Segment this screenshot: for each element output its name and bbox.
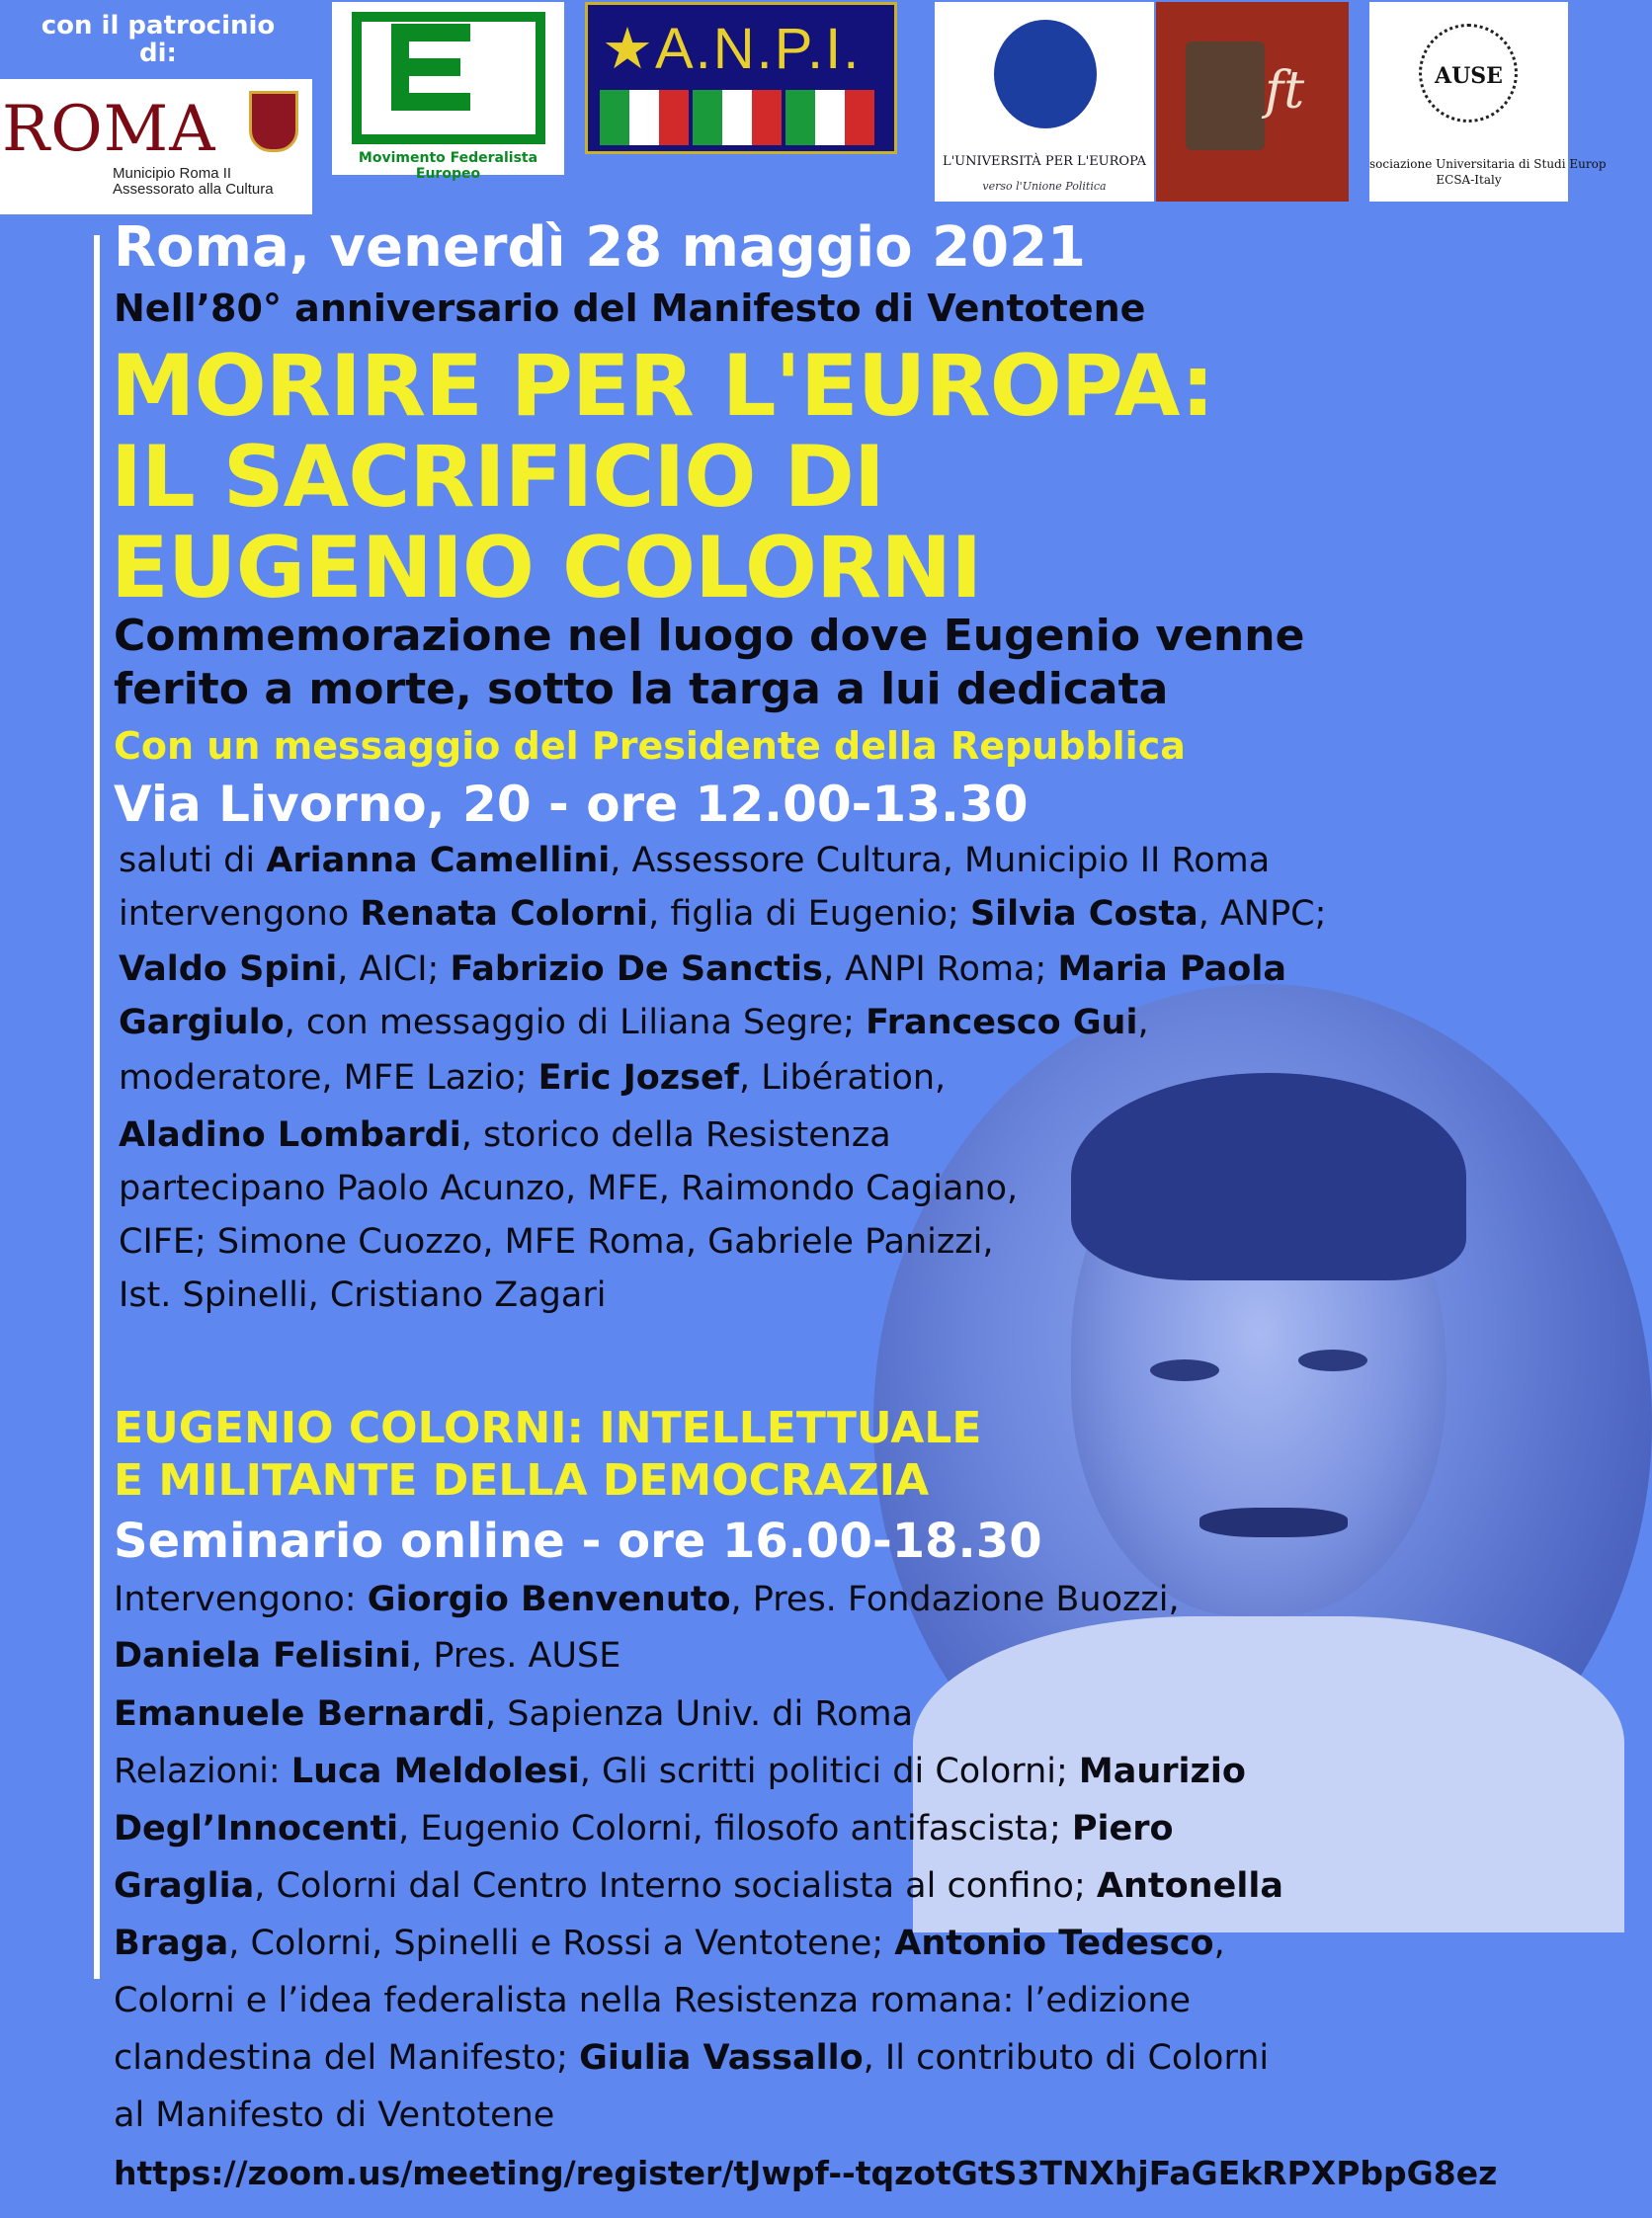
ft-monogram: ft (1265, 61, 1305, 121)
ause-logo-name: AUSE (1435, 63, 1503, 89)
speaker-name: Arianna Camellini (266, 841, 611, 880)
seminar-time: Seminario online - ore 16.00-18.30 (114, 1514, 1042, 1569)
speaker-name: Maurizio (1078, 1752, 1246, 1791)
main-title-line: EUGENIO COLORNI (111, 519, 982, 617)
text-segment: intervengono (119, 894, 361, 934)
ause-logo-caption-line1: sociazione Universitaria di Studi Europ (1369, 157, 1607, 171)
speaker-name: Silvia Costa (969, 894, 1198, 934)
venue-time: Via Livorno, 20 - ore 12.00-13.30 (114, 776, 1029, 833)
text-segment: , storico della Resistenza (460, 1115, 891, 1155)
flag-white-stripe-icon (815, 90, 845, 145)
speakers-line (119, 1004, 1149, 1041)
athena-emblem-icon (994, 20, 1097, 128)
speaker-name: Eric Jozsef (537, 1058, 739, 1098)
text-segment: Relazioni: (114, 1752, 291, 1791)
speakers-line (119, 1116, 891, 1154)
text-segment: , ANPC; (1198, 894, 1327, 934)
seminar-line (114, 1695, 913, 1733)
text-segment: Ist. Spinelli, Cristiano Zagari (119, 1275, 607, 1315)
speakers-line (119, 1276, 606, 1314)
speaker-name: Antonella (1096, 1866, 1283, 1906)
text-segment: , Il contributo di Colorni (863, 2038, 1270, 2078)
text-segment: al Manifesto di Ventotene (114, 2095, 555, 2135)
text-segment: , (1213, 1924, 1225, 1963)
text-segment: , ANPI Roma; (822, 949, 1058, 989)
speakers-line (119, 950, 1286, 988)
anniversary-line: Nell’80° anniversario del Manifesto di Ventotene (114, 287, 1146, 330)
seminar-title-line: EUGENIO COLORNI: INTELLETTUALE (114, 1403, 982, 1453)
seminar-line (114, 1581, 1180, 1618)
speaker-name: Braga (114, 1924, 229, 1963)
mfe-logo-caption: Movimento Federalista Europeo (358, 150, 538, 182)
speakers-line (119, 842, 1270, 879)
text-segment: , Colorni, Spinelli e Rossi a Ventotene; (228, 1924, 895, 1963)
photo-hair-shape (1071, 1073, 1466, 1280)
text-segment: partecipano Paolo Acunzo, MFE, Raimondo Cagiano, (119, 1169, 1019, 1208)
patronage-label: con il patrocinio di: (41, 11, 276, 68)
main-title-line: IL SACRIFICIO DI (111, 428, 884, 527)
speakers-line (119, 895, 1326, 933)
photo-eye-shape (1298, 1350, 1367, 1371)
zoom-registration-link[interactable]: https://zoom.us/meeting/register/tJwpf--tqzotGtS3TNXhjFaGEkRPXPbpG8ez (114, 2154, 1498, 2192)
speaker-name: Renata Colorni (360, 894, 649, 934)
text-segment: , Pres. AUSE (411, 1636, 621, 1676)
mfe-e-bar-icon (391, 58, 460, 76)
speaker-name: Emanuele Bernardi (114, 1694, 486, 1734)
text-segment: Colorni e l’idea federalista nella Resistenza romana: l’edizione (114, 1981, 1192, 2020)
speaker-name: Daniela Felisini (114, 1636, 412, 1676)
seminar-line (114, 2096, 554, 2134)
main-title-line: MORIRE PER L'EUROPA: (111, 337, 1214, 436)
seminar-line (114, 1810, 1174, 1848)
fondazione-turati-logo (1156, 2, 1349, 202)
speaker-name: Graglia (114, 1866, 255, 1906)
seminar-line (114, 1867, 1283, 1905)
speakers-line (119, 1059, 946, 1097)
speaker-name: Giorgio Benvenuto (367, 1580, 731, 1619)
event-date: Roma, venerdì 28 maggio 2021 (114, 215, 1086, 280)
seminar-line (114, 1982, 1191, 2019)
seminar-line (114, 1925, 1225, 1962)
text-segment: , (1137, 1003, 1149, 1042)
speaker-name: Luca Meldolesi (290, 1752, 580, 1791)
text-segment: saluti di (119, 841, 267, 880)
text-segment: CIFE; Simone Cuozzo, MFE Roma, Gabriele Panizzi, (119, 1222, 994, 1262)
roma-logo-subtitle (113, 166, 274, 198)
text-segment: , Colorni dal Centro Interno socialista al confino; (254, 1866, 1097, 1906)
flag-green-stripe-icon (600, 90, 629, 145)
text-segment: Intervengono: (114, 1580, 368, 1619)
speaker-name: Francesco Gui (866, 1003, 1138, 1042)
speaker-name: Maria Paola (1057, 949, 1286, 989)
flag-white-stripe-icon (629, 90, 659, 145)
speaker-name: Aladino Lombardi (119, 1115, 461, 1155)
seminar-title-line: E MILITANTE DELLA DEMOCRAZIA (114, 1455, 930, 1506)
text-segment: , figlia di Eugenio; (648, 894, 970, 934)
text-segment: , Libération, (738, 1058, 947, 1098)
seminar-line (114, 2039, 1269, 2077)
speaker-name: Fabrizio De Sanctis (450, 949, 823, 989)
speakers-line (119, 1223, 993, 1261)
seminar-line (114, 1637, 620, 1675)
speaker-name: Antonio Tedesco (894, 1924, 1214, 1963)
photo-eye-shape (1150, 1359, 1219, 1381)
mfe-logo (332, 2, 564, 182)
text-segment: , Sapienza Univ. di Roma (485, 1694, 914, 1734)
roma-logo-word: ROMA (2, 93, 216, 166)
roma-logo-subtitle-line2: Assessorato alla Cultura (113, 181, 274, 198)
roma-logo-subtitle-line1: Municipio Roma II (113, 165, 232, 182)
seminar-line (114, 1753, 1246, 1790)
text-segment: , Pres. Fondazione Buozzi, (730, 1580, 1180, 1619)
flag-red-stripe-icon (659, 90, 689, 145)
text-segment: , Assessore Cultura, Municipio II Roma (610, 841, 1271, 880)
flag-green-stripe-icon (785, 90, 815, 145)
president-message-line: Con un messaggio del Presidente della Repubblica (114, 724, 1186, 768)
flag-red-stripe-icon (752, 90, 782, 145)
commemoration-line: Commemorazione nel luogo dove Eugenio venne (114, 611, 1305, 661)
text-segment: , con messaggio di Liliana Segre; (284, 1003, 867, 1042)
ause-logo-caption (1369, 156, 1607, 188)
speakers-line (119, 1170, 1018, 1207)
text-segment: , AICI; (337, 949, 451, 989)
photo-moustache-shape (1199, 1508, 1348, 1537)
spqr-shield-icon (249, 91, 298, 152)
universita-europa-logo (935, 2, 1154, 202)
speaker-name: Gargiulo (119, 1003, 285, 1042)
ause-logo-caption-line2: ECSA-Italy (1436, 173, 1502, 187)
text-segment: moderatore, MFE Lazio; (119, 1058, 538, 1098)
commemoration-line: ferito a morte, sotto la targa a lui dedicata (114, 664, 1169, 714)
text-segment: , Eugenio Colorni, filosofo antifascista; (398, 1809, 1072, 1848)
colorni-portrait-photo (873, 984, 1652, 1861)
anpi-logo (585, 2, 897, 154)
speaker-name: Giulia Vassallo (579, 2038, 864, 2078)
text-segment: clandestina del Manifesto; (114, 2038, 580, 2078)
text-segment: , Gli scritti politici di Colorni; (579, 1752, 1079, 1791)
anpi-logo-text: ★A.N.P.I. (602, 17, 862, 81)
portrait-icon (1186, 41, 1265, 150)
ause-logo (1369, 2, 1607, 202)
upe-logo-caption: L'UNIVERSITÀ PER L'EUROPA (942, 154, 1147, 169)
speaker-name: Piero (1071, 1809, 1174, 1848)
upe-logo-subcaption: verso l'Unione Politica (982, 180, 1107, 193)
vertical-divider (94, 235, 100, 1979)
roma-logo (0, 79, 312, 214)
speaker-name: Degl’Innocenti (114, 1809, 399, 1848)
speaker-name: Valdo Spini (119, 949, 338, 989)
flag-green-stripe-icon (693, 90, 722, 145)
flag-white-stripe-icon (722, 90, 752, 145)
flag-red-stripe-icon (845, 90, 874, 145)
